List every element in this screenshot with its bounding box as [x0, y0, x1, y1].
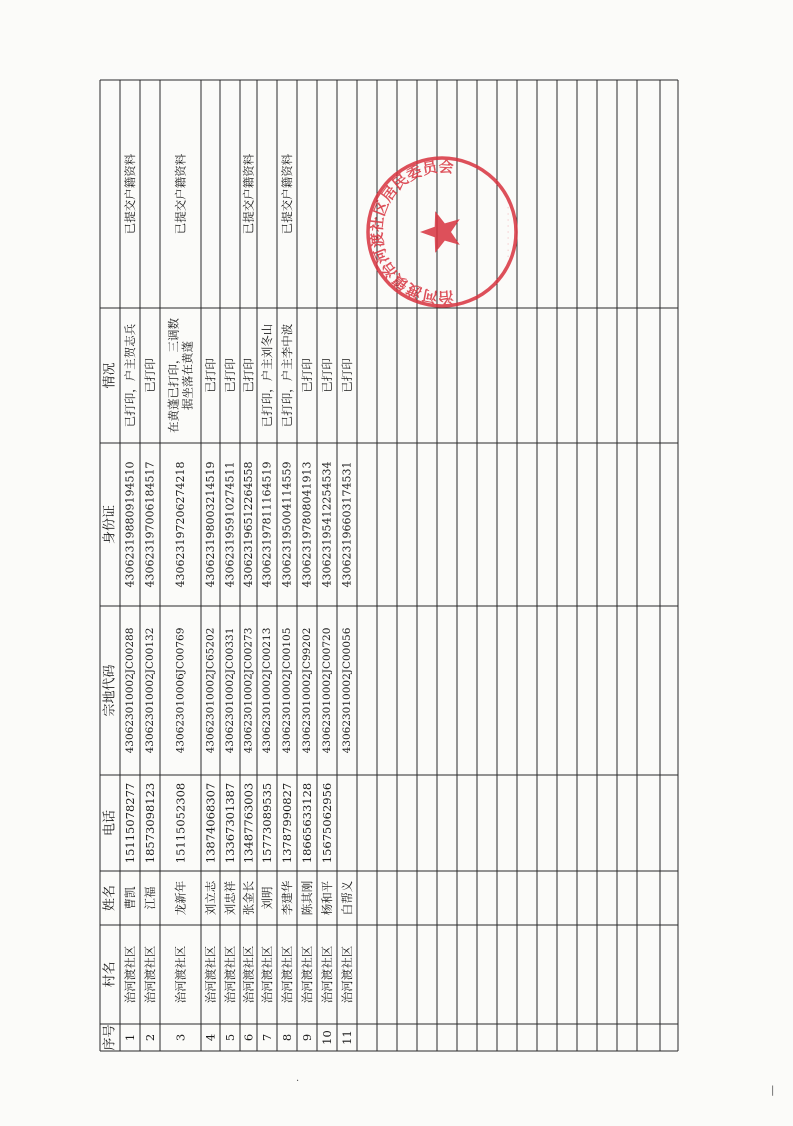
cell-seq: 2 [143, 1033, 157, 1042]
cell-status: 在黄蓬已打印，三调数据坐落在黄蓬 [166, 318, 195, 433]
cell-village: 治河渡社区 [173, 945, 188, 1004]
cell-status: 已打印 [143, 358, 157, 393]
header-id-number: 身份证 [102, 504, 118, 545]
cell-id-number: 430623197006184517 [143, 461, 157, 588]
cell-seq: 8 [280, 1033, 294, 1042]
header-parcel-code: 宗地代码 [102, 664, 118, 717]
cell-materials: 已提交户籍资料 [173, 153, 188, 235]
cell-seq: 5 [223, 1033, 237, 1042]
cell-materials: 已提交户籍资料 [241, 153, 256, 235]
cell-parcel-code: 430623010002JC00288 [124, 627, 136, 754]
header-name: 姓名 [102, 884, 118, 912]
cell-name: 龙新年 [173, 880, 188, 916]
cell-parcel-code: 430623010002JC00331 [224, 627, 236, 754]
cell-parcel-code: 430623010002JC00720 [321, 627, 333, 754]
cell-status: 已打印 [300, 358, 314, 393]
cell-village: 治河渡社区 [223, 945, 237, 1004]
scan-mark: · [296, 1076, 300, 1087]
cell-status: 已打印 [223, 358, 237, 393]
cell-id-number: 430623197206274218 [174, 461, 187, 588]
cell-status: 已打印 [241, 358, 256, 393]
cell-status: 已打印 [320, 358, 334, 393]
cell-name: 杨和平 [320, 880, 334, 916]
cell-id-number: 430623195004114559 [280, 461, 294, 588]
header-phone: 电话 [102, 809, 118, 837]
cell-status: 已打印 [340, 358, 354, 393]
cell-id-number: 430623195412254534 [320, 461, 334, 588]
cell-seq: 7 [260, 1033, 274, 1042]
cell-seq: 9 [300, 1033, 314, 1042]
cell-seq: 1 [123, 1033, 137, 1042]
cell-parcel-code: 430623010002JC65202 [204, 627, 217, 754]
cell-id-number: 430623196512264558 [242, 461, 255, 588]
cell-phone: 13487763003 [241, 782, 256, 864]
header-village: 村名 [102, 961, 118, 988]
cell-id-number: 430623196603174531 [340, 461, 354, 588]
cell-phone: 15675062956 [320, 782, 334, 864]
cell-phone: 15115078277 [123, 782, 137, 864]
cell-seq: 11 [340, 1030, 354, 1045]
cell-name: 李建华 [280, 880, 294, 916]
cell-name: 刘明 [260, 886, 274, 910]
cell-village: 治河渡社区 [260, 945, 274, 1004]
cell-name: 白帮义 [340, 880, 354, 916]
cell-phone: 15115052308 [173, 782, 188, 864]
cell-village: 治河渡社区 [241, 945, 256, 1004]
cell-village: 治河渡社区 [340, 945, 354, 1004]
cell-phone: 13787990827 [280, 782, 294, 864]
cell-name: 陈其刚 [300, 880, 314, 916]
cell-materials: 已提交户籍资料 [123, 153, 137, 235]
stamp-text: 治河渡镇治河渡社区居民委员会 [367, 157, 455, 307]
cell-status: 已打印，户主贺志兵 [123, 323, 137, 428]
cell-status: 已打印 [203, 358, 218, 393]
cell-village: 治河渡社区 [280, 945, 294, 1004]
cell-name: 刘立志 [203, 880, 218, 916]
cell-name: 江福 [143, 886, 157, 910]
cell-id-number: 430623198809194510 [123, 461, 137, 588]
cell-village: 治河渡社区 [143, 945, 157, 1004]
cell-phone: 18665633128 [300, 782, 314, 864]
cell-id-number: 430623198003214519 [204, 461, 217, 588]
cell-parcel-code: 430623010002JC00213 [261, 627, 273, 754]
cell-name: 张金长 [241, 880, 256, 916]
cell-parcel-code: 430623010002JC00273 [242, 627, 255, 754]
cell-phone: 13367301387 [223, 782, 237, 864]
cell-id-number: 430623197811164519 [260, 461, 274, 588]
cell-name: 刘忠祥 [223, 880, 237, 916]
stamp-serial: · · · · · · · · · · · [506, 200, 512, 264]
cell-seq: 3 [173, 1033, 188, 1042]
cell-parcel-code: 430623010002JC00132 [144, 627, 156, 754]
cell-name: 曹凯 [123, 886, 137, 910]
cell-seq: 6 [241, 1033, 256, 1042]
cell-phone: 13874068307 [203, 782, 218, 864]
scan-mark-edge: | [771, 1085, 775, 1096]
cell-village: 治河渡社区 [123, 945, 137, 1004]
cell-parcel-code: 430623010002JC00056 [341, 627, 353, 754]
cell-status: 已打印，户主李中波 [280, 323, 294, 428]
cell-seq: 4 [203, 1033, 218, 1042]
header-seq: 序号 [102, 1024, 118, 1051]
cell-materials: 已提交户籍资料 [280, 153, 294, 235]
cell-seq: 10 [320, 1030, 334, 1045]
cell-status: 已打印，户主刘冬山 [260, 323, 274, 428]
cell-parcel-code: 430623010006JC00769 [174, 627, 187, 754]
cell-id-number: 430623197808041913 [300, 461, 314, 588]
cell-phone: 15773089535 [260, 782, 274, 864]
cell-village: 治河渡社区 [320, 945, 334, 1004]
cell-village: 治河渡社区 [300, 945, 314, 1004]
cell-id-number: 430623195910274511 [223, 461, 237, 588]
cell-village: 治河渡社区 [203, 945, 218, 1004]
cell-phone: 18573098123 [143, 782, 157, 864]
header-status: 情况 [102, 362, 118, 389]
cell-parcel-code: 430623010002JC99202 [301, 627, 313, 754]
cell-parcel-code: 430623010002JC00105 [281, 627, 293, 754]
